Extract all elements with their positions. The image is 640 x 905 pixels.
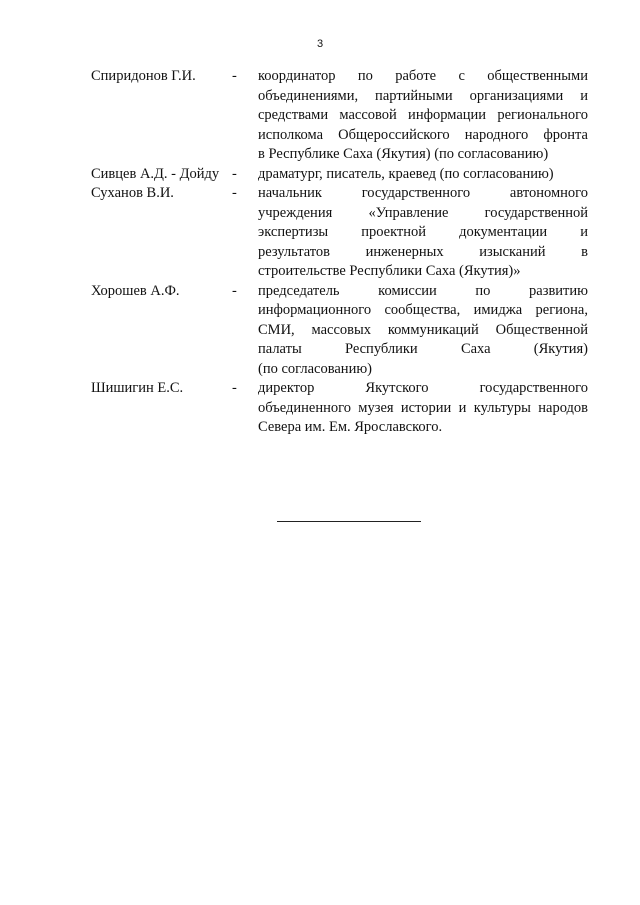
role-line: начальник государственного автономного — [258, 185, 588, 201]
role-line: строительстве Республики Саха (Якутия)» — [258, 263, 521, 279]
role-line: председатель комиссии по развитию — [258, 282, 588, 299]
role-line: в Республике Саха (Якутия) (по согласованию) — [258, 146, 549, 162]
role-line: объединенного музея истории и культуры народов — [258, 399, 588, 416]
role-line: экспертизы проектной документации и — [258, 224, 588, 240]
member-name: Суханов В.И. — [91, 185, 174, 201]
members-list — [0, 67, 640, 438]
member-name: Шишигин Е.С. — [91, 380, 184, 396]
role-line: результатов инженерных изысканий в — [258, 243, 588, 260]
member-entry — [0, 379, 640, 438]
page-number: 3 — [316, 38, 324, 50]
role-line: координатор по работе с общественными — [258, 68, 588, 84]
role-line: директор Якутского государственного — [258, 380, 588, 396]
role-line: исполкома Общероссийского народного фронта — [258, 126, 588, 143]
member-name: Хорошев А.Ф. — [91, 282, 180, 299]
role-line: СМИ, массовых коммуникаций Общественной — [258, 321, 588, 338]
member-role — [258, 184, 588, 282]
role-line: палаты Республики Саха (Якутия) — [258, 341, 588, 357]
member-dash: - — [232, 165, 237, 182]
role-line: информационного сообщества, имиджа региона, — [258, 302, 588, 318]
member-entry — [0, 165, 640, 185]
end-separator-line — [277, 521, 421, 522]
member-role — [258, 379, 588, 438]
member-role — [258, 67, 588, 165]
member-name: Сивцев А.Д. - Дойду — [91, 165, 220, 182]
role-line: объединениями, партийными организациями и — [258, 87, 588, 104]
member-dash: - — [232, 68, 237, 84]
role-line: Севера им. Ем. Ярославского. — [258, 419, 443, 435]
member-role — [258, 165, 588, 185]
member-dash: - — [232, 185, 237, 201]
member-dash: - — [232, 380, 237, 396]
member-entry — [0, 184, 640, 282]
member-dash: - — [232, 282, 237, 299]
role-line: (по согласованию) — [258, 360, 372, 377]
role-line: учреждения «Управление государственной — [258, 204, 588, 221]
member-name: Спиридонов Г.И. — [91, 68, 196, 84]
role-line: средствами массовой информации регионального — [258, 107, 588, 123]
member-role — [258, 282, 588, 380]
role-line: драматург, писатель, краевед (по согласованию) — [258, 165, 554, 182]
member-entry — [0, 282, 640, 380]
member-entry — [0, 67, 640, 165]
